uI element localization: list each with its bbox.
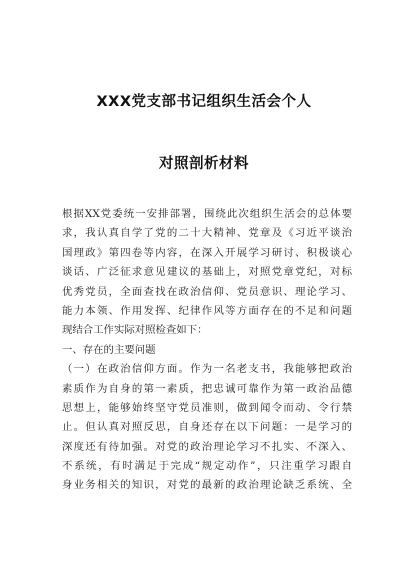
body-line: 现结合工作实际对照检查如下： xyxy=(62,324,208,337)
document-body xyxy=(62,205,352,496)
body-line: 根据XX党委统一安排部署，围绕此次组织生活会的总体要 xyxy=(62,208,352,220)
body-line: 素质作为自身的第一素质，把忠诚可靠作为第一政治品德 xyxy=(62,382,352,395)
body-line: 能力本领、作用发挥、纪律作风等方面存在的不足和问题 xyxy=(62,304,352,317)
body-line: （一）在政治信仰方面。作为一名老支书，我能够把政治 xyxy=(62,363,352,376)
body-line: 求，我认真自学了党的二十大精神、党章及《习近平谈治 xyxy=(62,227,352,240)
body-line: 优秀党员，全面查找在政治信仰、党员意识、理论学习、 xyxy=(62,285,352,298)
section-heading: 一、存在的主要问题 xyxy=(62,343,156,356)
body-line: 国理政》第四卷等内容，在深入开展学习研讨、积极谈心 xyxy=(62,246,352,259)
body-line: 止。但认真对照反思，自身还存在以下问题：一是学习的 xyxy=(62,421,352,434)
body-line: 深度还有待加强。对党的政治理论学习不扎实、不深入、 xyxy=(62,440,352,453)
body-line: 谈话、广泛征求意见建议的基础上，对照党章党纪，对标 xyxy=(62,266,352,279)
document-title-line-1: XXX党支部书记组织生活会个人 xyxy=(96,94,312,110)
body-line: 身业务相关的知识，对党的最新的政治理论缺乏系统、全 xyxy=(62,479,352,492)
body-line: 不系统，有时满足于完成“规定动作”，只注重学习跟自 xyxy=(62,460,352,473)
document-title-line-2: 对照剖析材料 xyxy=(159,156,249,172)
body-line: 思想上，能够始终坚守党员准则，做到闻令而动、令行禁 xyxy=(62,401,352,414)
